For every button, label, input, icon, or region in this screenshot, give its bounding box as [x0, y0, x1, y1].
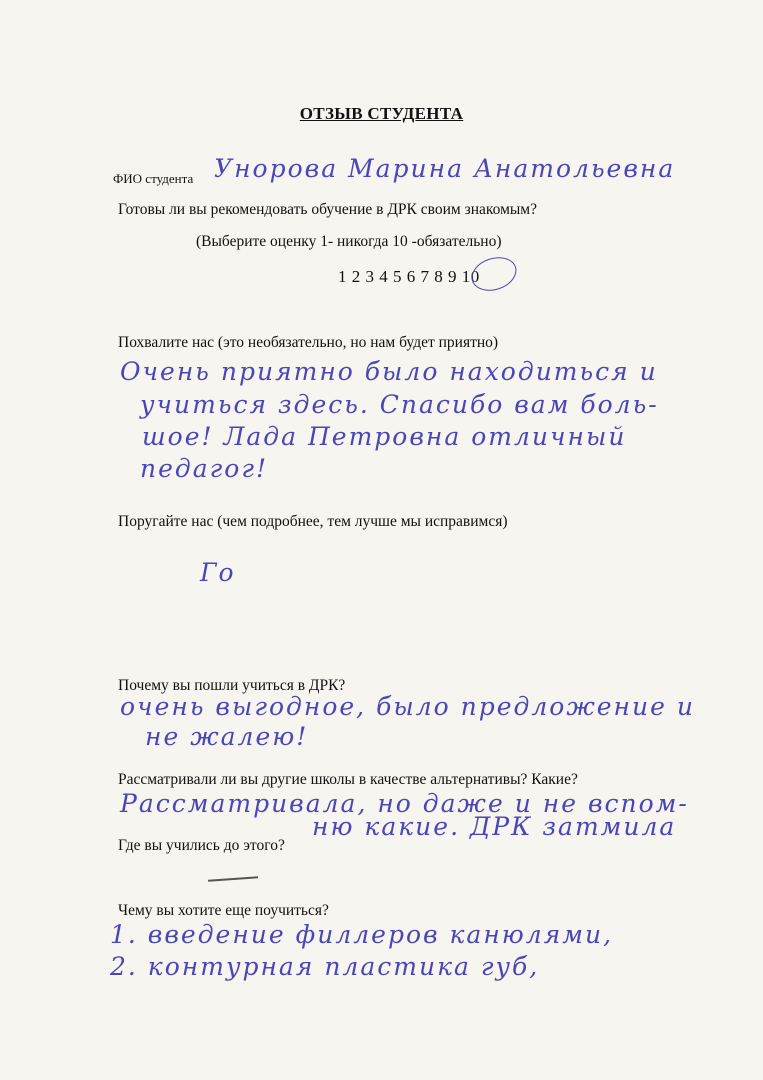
alternatives-line-2: ню какие. ДРК затмила	[312, 812, 677, 841]
praise-label: Похвалите нас (это необязательно, но нам будет приятно)	[118, 334, 499, 351]
why-line-2: не жалею!	[145, 722, 309, 751]
recommend-question: Готовы ли вы рекомендовать обучение в ДРК своим знакомым?	[118, 201, 537, 218]
praise-line-3: шое! Лада Петровна отличный	[142, 422, 627, 451]
why-line-1: очень выгодное, было предложение и	[120, 692, 695, 721]
previous-school-label: Где вы учились до этого?	[118, 837, 285, 854]
alternatives-line-1: Рассматривала, но даже и не вспом-	[120, 789, 689, 818]
rating-circle-mark	[467, 252, 521, 297]
alternatives-label: Рассматривали ли вы другие школы в качестве альтернативы? Какие?	[118, 771, 578, 788]
praise-line-4: педагог!	[140, 454, 269, 483]
criticism-label: Поругайте нас (чем подробнее, тем лучше мы исправимся)	[118, 513, 508, 530]
recommend-hint: (Выберите оценку 1- никогда 10 -обязательно)	[196, 233, 502, 250]
rating-scale: 1 2 3 4 5 6 7 8 9 10	[338, 267, 480, 286]
learn-line-1: 1. введение филлеров канюлями,	[110, 920, 614, 949]
praise-line-1: Очень приятно было находиться и	[120, 357, 658, 386]
previous-school-dash	[208, 876, 258, 881]
name-label: ФИО студента	[113, 171, 194, 186]
praise-line-2: учиться здесь. Спасибо вам боль-	[140, 390, 659, 419]
form-title: ОТЗЫВ СТУДЕНТА	[299, 104, 464, 123]
why-label: Почему вы пошли учиться в ДРК?	[118, 677, 346, 694]
learn-line-2: 2. контурная пластика губ,	[110, 952, 540, 981]
criticism-handwritten: Го	[200, 558, 236, 587]
student-name-handwritten: Унорова Марина Анатольевна	[214, 154, 676, 183]
learn-label: Чему вы хотите еще поучиться?	[118, 902, 329, 919]
